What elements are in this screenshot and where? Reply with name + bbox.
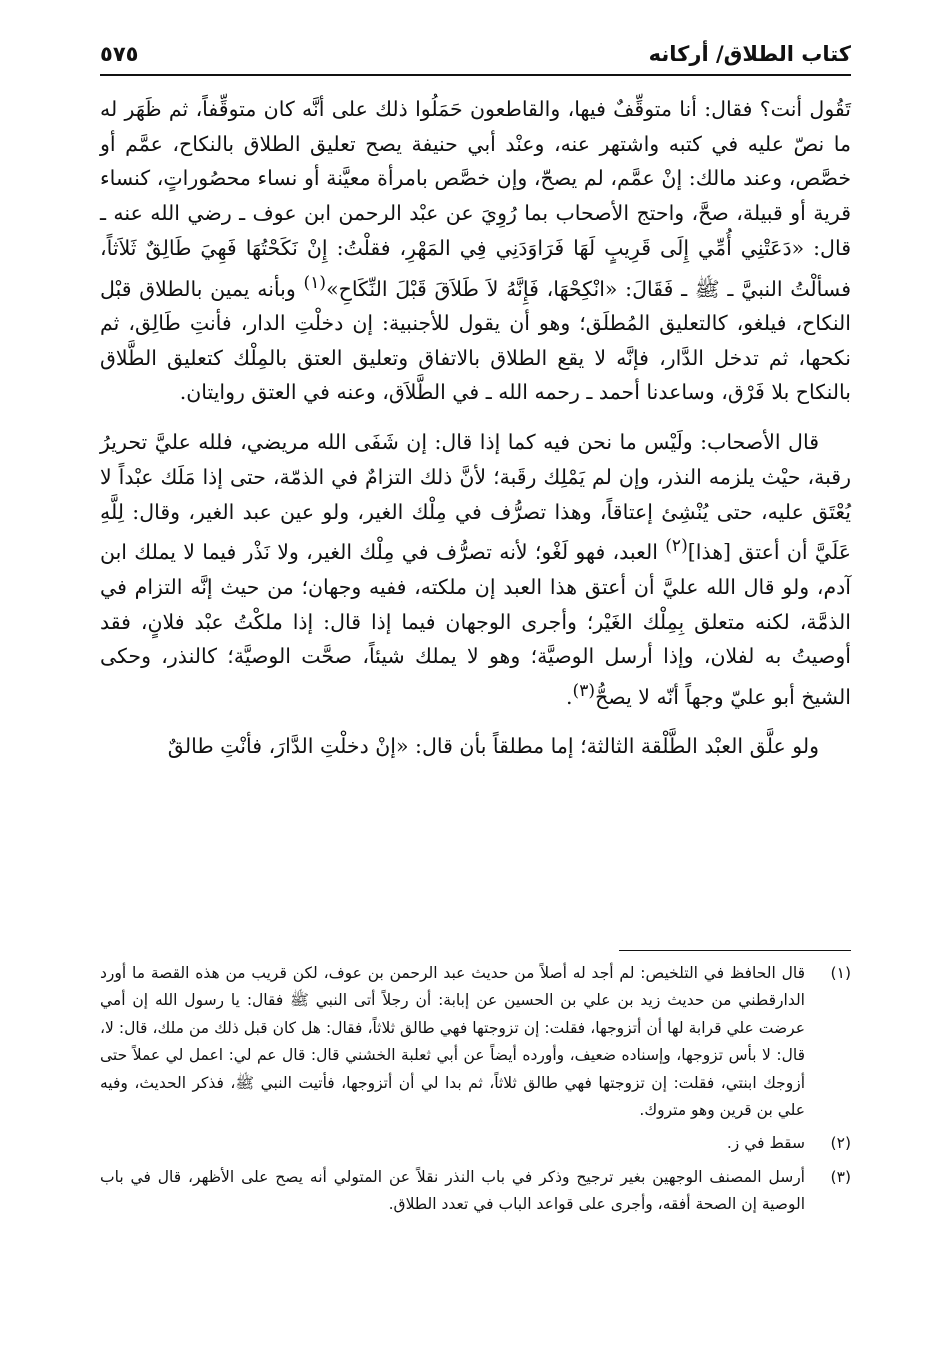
footnote-rule — [619, 950, 851, 951]
footnote-number: (٣) — [830, 1167, 851, 1186]
paragraph-2-text-a: قال الأصحاب: ولَيْس ما نحن فيه كما إذا قال: إن شَفَى الله مريضي، فلله عليَّ تحريرُ رقبة، حيْث يلزمه النذر، وإن لم يَمْلِك رقَبة؛ لأنَّ ذلك التزامٌ في الذمّة، حتى إذا مَلَك عبْداً لا يُعْتَق عليه، حتى يُنْشِئ إعتاقاً، وهذا تصرُّف في مِلْك الغير، ولو عين عبد الغير، وقال: لِلَّهِ عَلَيَّ أن أعتق [هذا] — [100, 430, 851, 565]
footnote-number: (١) — [830, 964, 851, 982]
footnote-ref-1: (١) — [303, 272, 327, 293]
footnote-text: سقط في ز. — [726, 1134, 805, 1153]
main-text — [100, 92, 851, 764]
paragraph-2 — [100, 425, 851, 714]
footnote-text: قال الحافظ في التلخيص: لم أجد له أصلاً من حديث عبد الرحمن بن عوف، لكن قريب من هذه القصة ما أورد الدارقطني من حديث زيد بن علي بن الحسين عن إبابة: أن رجلاً أتى النبي ﷺ فقال: يا رسول الله إن أمي عرضت علي قرابة لها أن أتزوجها، فقلت: إن تزوجتها فهي طالق ثلاثاً، فقال: هل كان قبل ذلك من ملك، قال: لا، قال: لا بأس تزوجها، وإسناده ضعيف، وأورده أيضاً عن أبي ثعلبة الخشني قال: قال عم لي: اعمل لي عملاً حتى أزوجك ابنتي، فقلت: إن تزوجتها فهي طالق ثلاثاً، ثم بدا لي أن أتزوجها، فأتيت النبي ﷺ، فذكر الحديث، وفيه علي بن قرين وهو متروك. — [100, 964, 805, 1120]
paragraph-3-text: ولو علَّق العبْد الطَّلْقة الثالثة؛ إما مطلقاً بأن قال: «إنْ دخلْتِ الدَّارَ، فأنْتِ طالقٌ — [167, 734, 819, 759]
footnote-ref-3: (٣) — [572, 680, 596, 701]
footnote-number: (٢) — [830, 1134, 851, 1153]
paragraph-1 — [100, 92, 851, 410]
page-number: ٥٧٥ — [100, 42, 139, 66]
paragraph-2-text-b: العبد، فهو لَغْو؛ لأنه تصرُّف في مِلْك الغير، ولا نَذْر فيما لا يملك ابن آدم، ولو قال الله عليَّ أن أعتق هذا العبد إن ملكته، ففيه وجهان؛ من حيث إنَّه التزام في الذمَّة، لكنه متعلق بِمِلْك الغَيْر؛ وأجرى الوجهان فيما إذا قال: إذا ملكْتُ عبْد فلانٍ، فقد أوصيتُ به لفلان، وإذا أرسل الوصيَّة؛ وهو لا يملك شيئاً، صحَّت الوصيَّة؛ كالنذر، وحكى الشيخ أبو عليّ وجهاً أنّه لا يصحُّ — [100, 540, 851, 709]
paragraph-2-end: . — [566, 684, 573, 709]
paragraph-3 — [100, 729, 851, 764]
paragraph-1-rest: وبأنه يمين بالطلاق قبْل النكاح، فيلغو، كالتعليق المُطلَق؛ وهو أن يقول للأجنبية: إن دخلْتِ الدار، فأنتِ طَالِق، ثم نكحها، ثم تدخل الدَّار، فإنَّه لا يقع الطلاق بالاتفاق وتعليق العتق بالمِلْك كتعليق الطَّلاق بالنكاح بلا فَرْق، وساعدنا أحمد ـ رحمه الله ـ في الطَّلاَق، وعنه في العتق روايتان. — [100, 276, 851, 405]
footnote-1 — [100, 960, 851, 1124]
running-title: كتاب الطلاق/ أركانه — [648, 42, 851, 66]
header-rule — [100, 74, 851, 76]
footnote-2 — [100, 1130, 851, 1157]
page-header — [100, 36, 851, 72]
paragraph-1-text: تَقُول أنت؟ فقال: أنا متوقِّفٌ فيها، والقاطعون حَمَلُوا ذلك على أنَّه كان متوقِّفاً، ثم ظَهَر له ما نصّ عليه في كتبه واشتهر عنه، وعنْد أبي حنيفة يصح تعليق الطلاق بالنكاح، عمَّم أو خصَّص، وعند مالك: إنْ عمَّم، لم يصحّ، وإن خصَّص بامرأة معيَّنة أو نساء محصُوراتٍ، كنساء قرية أو قبيلة، صحَّ، واحتج الأصحاب بما رُوِيَ عن عبْد الرحمن ابن عوف ـ رضي الله عنه ـ قال: «دَعَتْنِي أُمِّي إِلَى قَرِيبٍ لَهَا فَرَاوَدَنِي فِي المَهْرِ، فقلْتُ: إِنْ نَكَحْتُهَا فَهِيَ طَالِقٌ ثَلاَثاً، فسألْتُ النبيَّ ـ ﷺ ـ فَقَالَ: «انْكِحْهَا، فَإِنَّهُ لاَ طَلاَقَ قَبْلَ النِّكَاحِ» — [100, 97, 851, 301]
footnote-text: أرسل المصنف الوجهين بغير ترجيح وذكر في باب النذر نقلاً عن المتولي أنه يصح على الأظهر، قال في باب الوصية إن الصحة أفقه، وأجرى على قواعد الباب في تعدد الطلاق. — [100, 1167, 805, 1214]
footnotes — [100, 960, 851, 1225]
footnote-3 — [100, 1164, 851, 1219]
footnote-ref-2: (٢) — [665, 536, 688, 557]
